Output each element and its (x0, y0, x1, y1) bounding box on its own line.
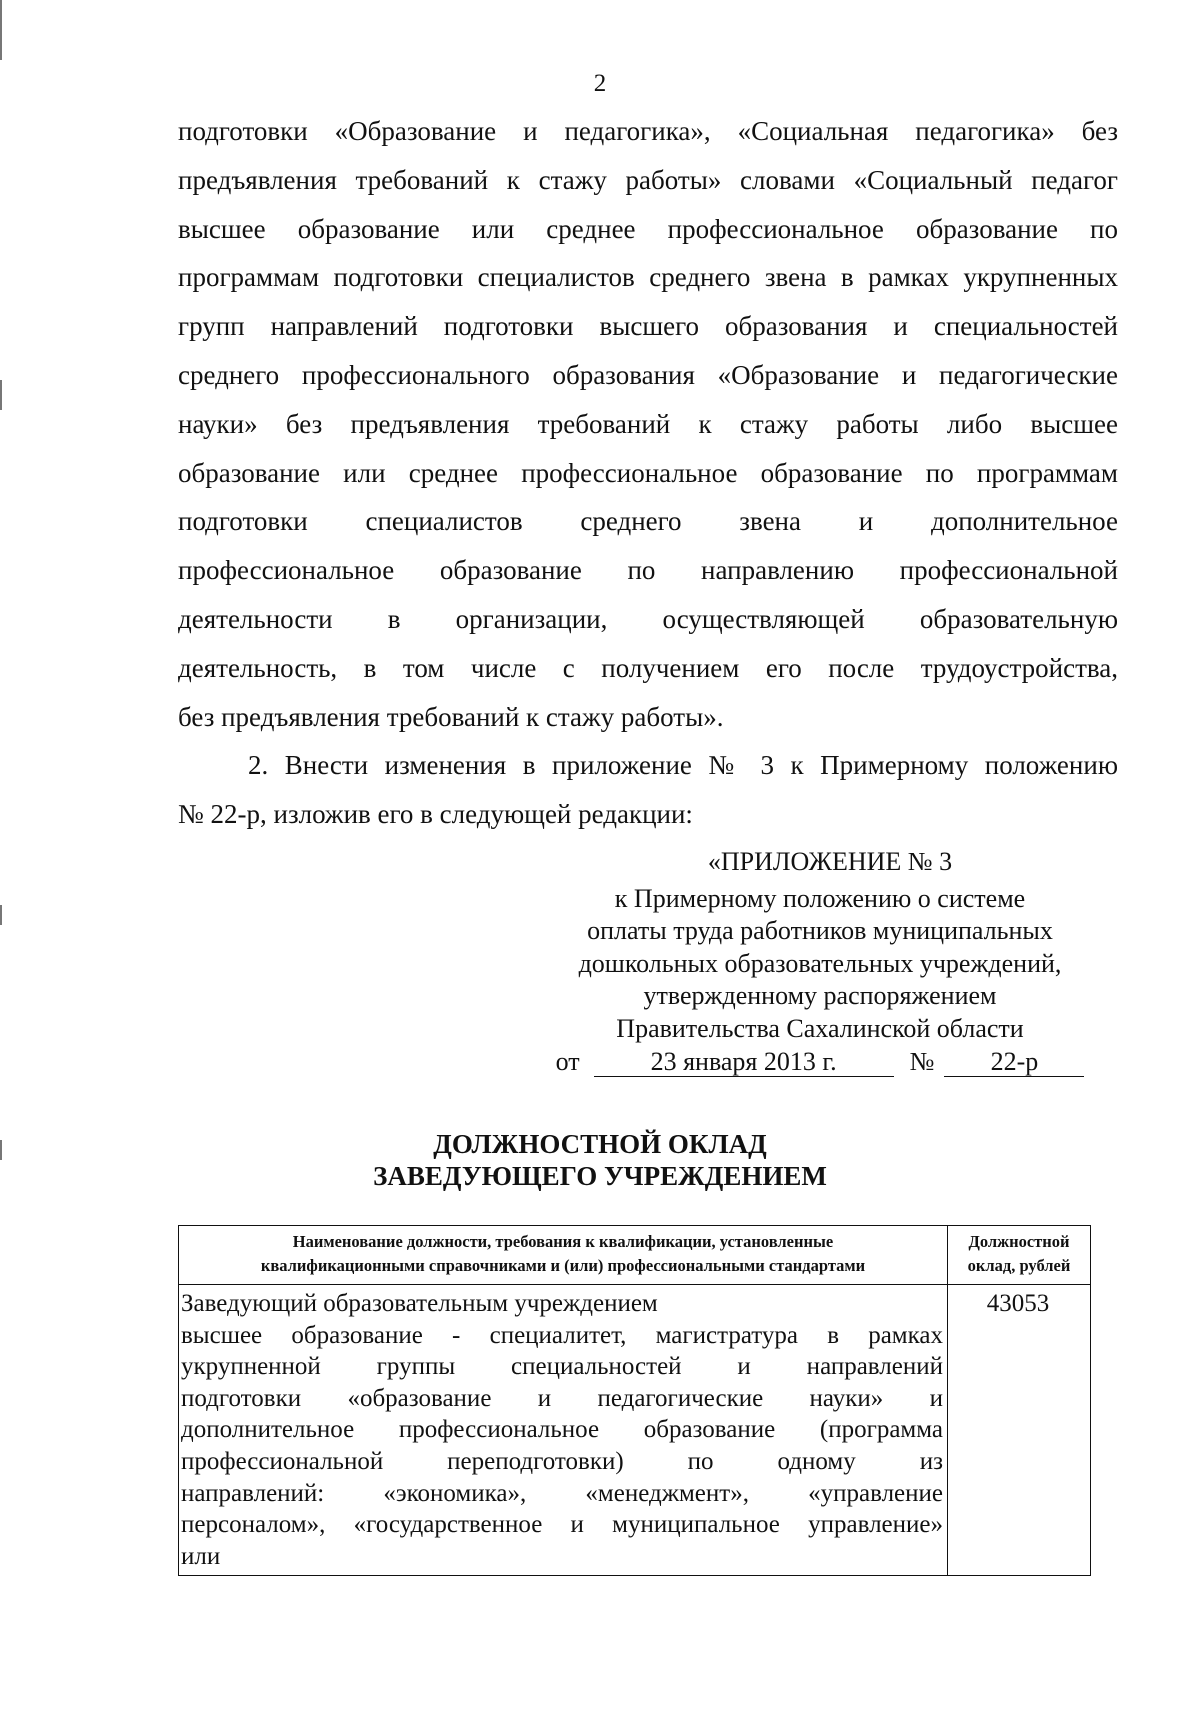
body-line: деятельность, в том числе с получением его после трудоустройства, (178, 652, 1118, 683)
date-prefix: от (555, 1046, 580, 1076)
header-line: оклад, рублей (967, 1256, 1071, 1275)
body-text (178, 107, 1118, 839)
scan-edge-mark (0, 0, 2, 60)
header-position-requirements (179, 1226, 948, 1285)
cell-line: профессиональной переподготовки) по одному из (181, 1447, 943, 1475)
body-line: без предъявления требований к стажу работы». (178, 701, 724, 732)
title-line: ДОЛЖНОСТНОЙ ОКЛАД (433, 1129, 767, 1159)
salary-amount-cell: 43053 (948, 1285, 1091, 1576)
body-line: профессиональное образование по направлению профессиональной (178, 555, 1118, 586)
body-line: среднего профессионального образования «Образование и педагогические (178, 359, 1118, 390)
body-line: предъявления требований к стажу работы» словами «Социальный педагог (178, 164, 1118, 195)
salary-table (178, 1225, 1091, 1576)
cell-line: направлений: «экономика», «менеджмент», «управление (181, 1479, 943, 1507)
appendix-line: дошкольных образовательных учреждений, (578, 948, 1062, 978)
appendix-number: 22-р (944, 1048, 1084, 1077)
header-line: Должностной (968, 1232, 1070, 1251)
appendix-heading: «ПРИЛОЖЕНИЕ № 3 (707, 847, 953, 876)
cell-line: укрупненной группы специальностей и направлений (181, 1353, 943, 1381)
body-line: групп направлений подготовки высшего образования и специальностей (178, 311, 1118, 342)
scan-edge-mark (0, 905, 2, 925)
cell-line: дополнительное профессиональное образование (программа (181, 1416, 943, 1444)
body-line: программам подготовки специалистов среднего звена в рамках укрупненных (178, 262, 1118, 293)
table-header-row (179, 1226, 1091, 1285)
table-row (179, 1285, 1091, 1576)
body-line: деятельности в организации, осуществляющей образовательную (178, 603, 1118, 634)
appendix-stamp (530, 846, 1110, 1078)
appendix-line: утвержденному распоряжением (643, 981, 997, 1011)
number-prefix: № (909, 1046, 935, 1076)
header-line: Наименование должности, требования к квалификации, установленные (292, 1232, 834, 1251)
page-number: 2 (593, 70, 607, 97)
item-2-line: 2. Внести изменения в приложение № 3 к Примерному положению (248, 750, 1118, 781)
body-line: образование или среднее профессиональное образование по программам (178, 457, 1118, 488)
appendix-line: оплаты труда работников муниципальных (587, 916, 1053, 946)
scan-edge-mark (0, 380, 2, 410)
header-line: квалификационными справочниками и (или) профессиональными стандартами (260, 1256, 866, 1275)
appendix-date-line (530, 1046, 1110, 1079)
document-title (0, 1128, 1200, 1192)
cell-line: подготовки «образование и педагогические науки» и (181, 1384, 943, 1412)
item-2-line: № 22-р, изложив его в следующей редакции: (178, 799, 693, 830)
appendix-line: к Примерному положению о системе (614, 883, 1026, 913)
cell-line: персоналом», «государственное и муниципальное управление» (181, 1511, 943, 1539)
header-salary (948, 1226, 1091, 1285)
appendix-line: Правительства Сахалинской области (616, 1013, 1024, 1043)
body-line: высшее образование или среднее профессиональное образование по (178, 213, 1118, 244)
title-line: ЗАВЕДУЮЩЕГО УЧРЕЖДЕНИЕМ (373, 1161, 827, 1191)
cell-line: или (181, 1542, 221, 1570)
body-line: подготовки специалистов среднего звена и дополнительное (178, 506, 1118, 537)
cell-line: Заведующий образовательным учреждением (181, 1290, 658, 1317)
body-line: подготовки «Образование и педагогика», «Социальная педагогика» без (178, 116, 1118, 146)
position-requirements-cell (179, 1285, 948, 1576)
body-line: науки» без предъявления требований к стажу работы либо высшее (178, 408, 1118, 439)
appendix-date: 23 января 2013 г. (594, 1048, 894, 1077)
cell-line: высшее образование - специалитет, магистратура в рамках (181, 1321, 943, 1349)
